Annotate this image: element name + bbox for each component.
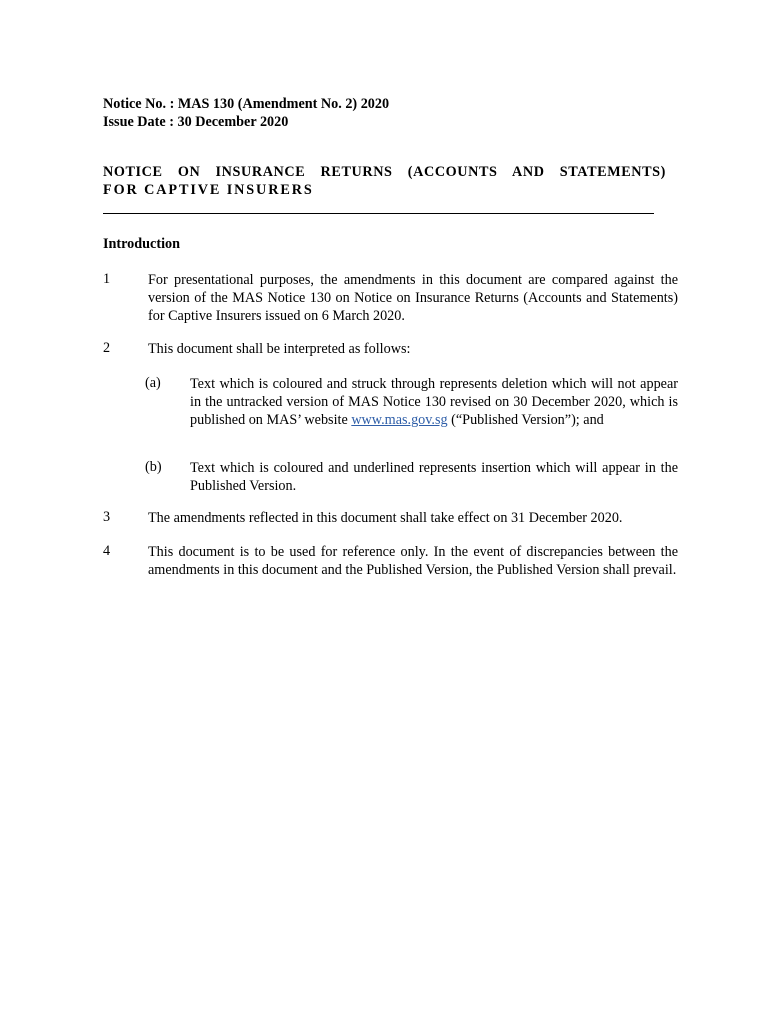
list-item-text — [190, 375, 678, 429]
document-title — [103, 163, 666, 199]
item-a-text-after-link: (“Published Version”); and — [447, 412, 604, 428]
list-item-label: (b) — [145, 459, 162, 475]
paragraph-text: This document shall be interpreted as follows: — [148, 341, 411, 357]
title-line-1: NOTICE ON INSURANCE RETURNS (ACCOUNTS AND STATEMENTS) — [103, 164, 666, 180]
paragraph-number: 3 — [103, 509, 111, 525]
paragraph-text: For presentational purposes, the amendments in this document are compared against the version of the MAS Notice 130 on Notice on Insurance Returns (Accounts and Statements) for Captive Insurers issued on 6 March 2020. — [148, 272, 678, 324]
paragraph-number: 4 — [103, 543, 111, 559]
section-heading-introduction: Introduction — [103, 236, 180, 252]
list-item-text: Text which is coloured and underlined represents insertion which will appear in the Published Version. — [190, 460, 678, 494]
title-divider — [103, 213, 654, 214]
notice-number: Notice No. : MAS 130 (Amendment No. 2) 2020 — [103, 96, 390, 112]
title-line-2: FOR CAPTIVE INSURERS — [103, 182, 314, 198]
mas-website-link[interactable]: www.mas.gov.sg — [351, 412, 448, 428]
item-a-text-before-link: Text which is coloured and struck through represents deletion which will not appear in the untracked version of MAS Notice 130 revised on 30 December 2020, which is published on MAS’ website — [190, 376, 678, 428]
paragraph-number: 2 — [103, 340, 111, 356]
paragraph-text: The amendments reflected in this document shall take effect on 31 December 2020. — [148, 510, 623, 526]
issue-date: Issue Date : 30 December 2020 — [103, 114, 289, 130]
paragraph-text: This document is to be used for reference only. In the event of discrepancies between the amendments in this document and the Published Version, the Published Version shall prevail. — [148, 544, 678, 578]
paragraph-number: 1 — [103, 271, 111, 287]
list-item-label: (a) — [145, 375, 161, 391]
